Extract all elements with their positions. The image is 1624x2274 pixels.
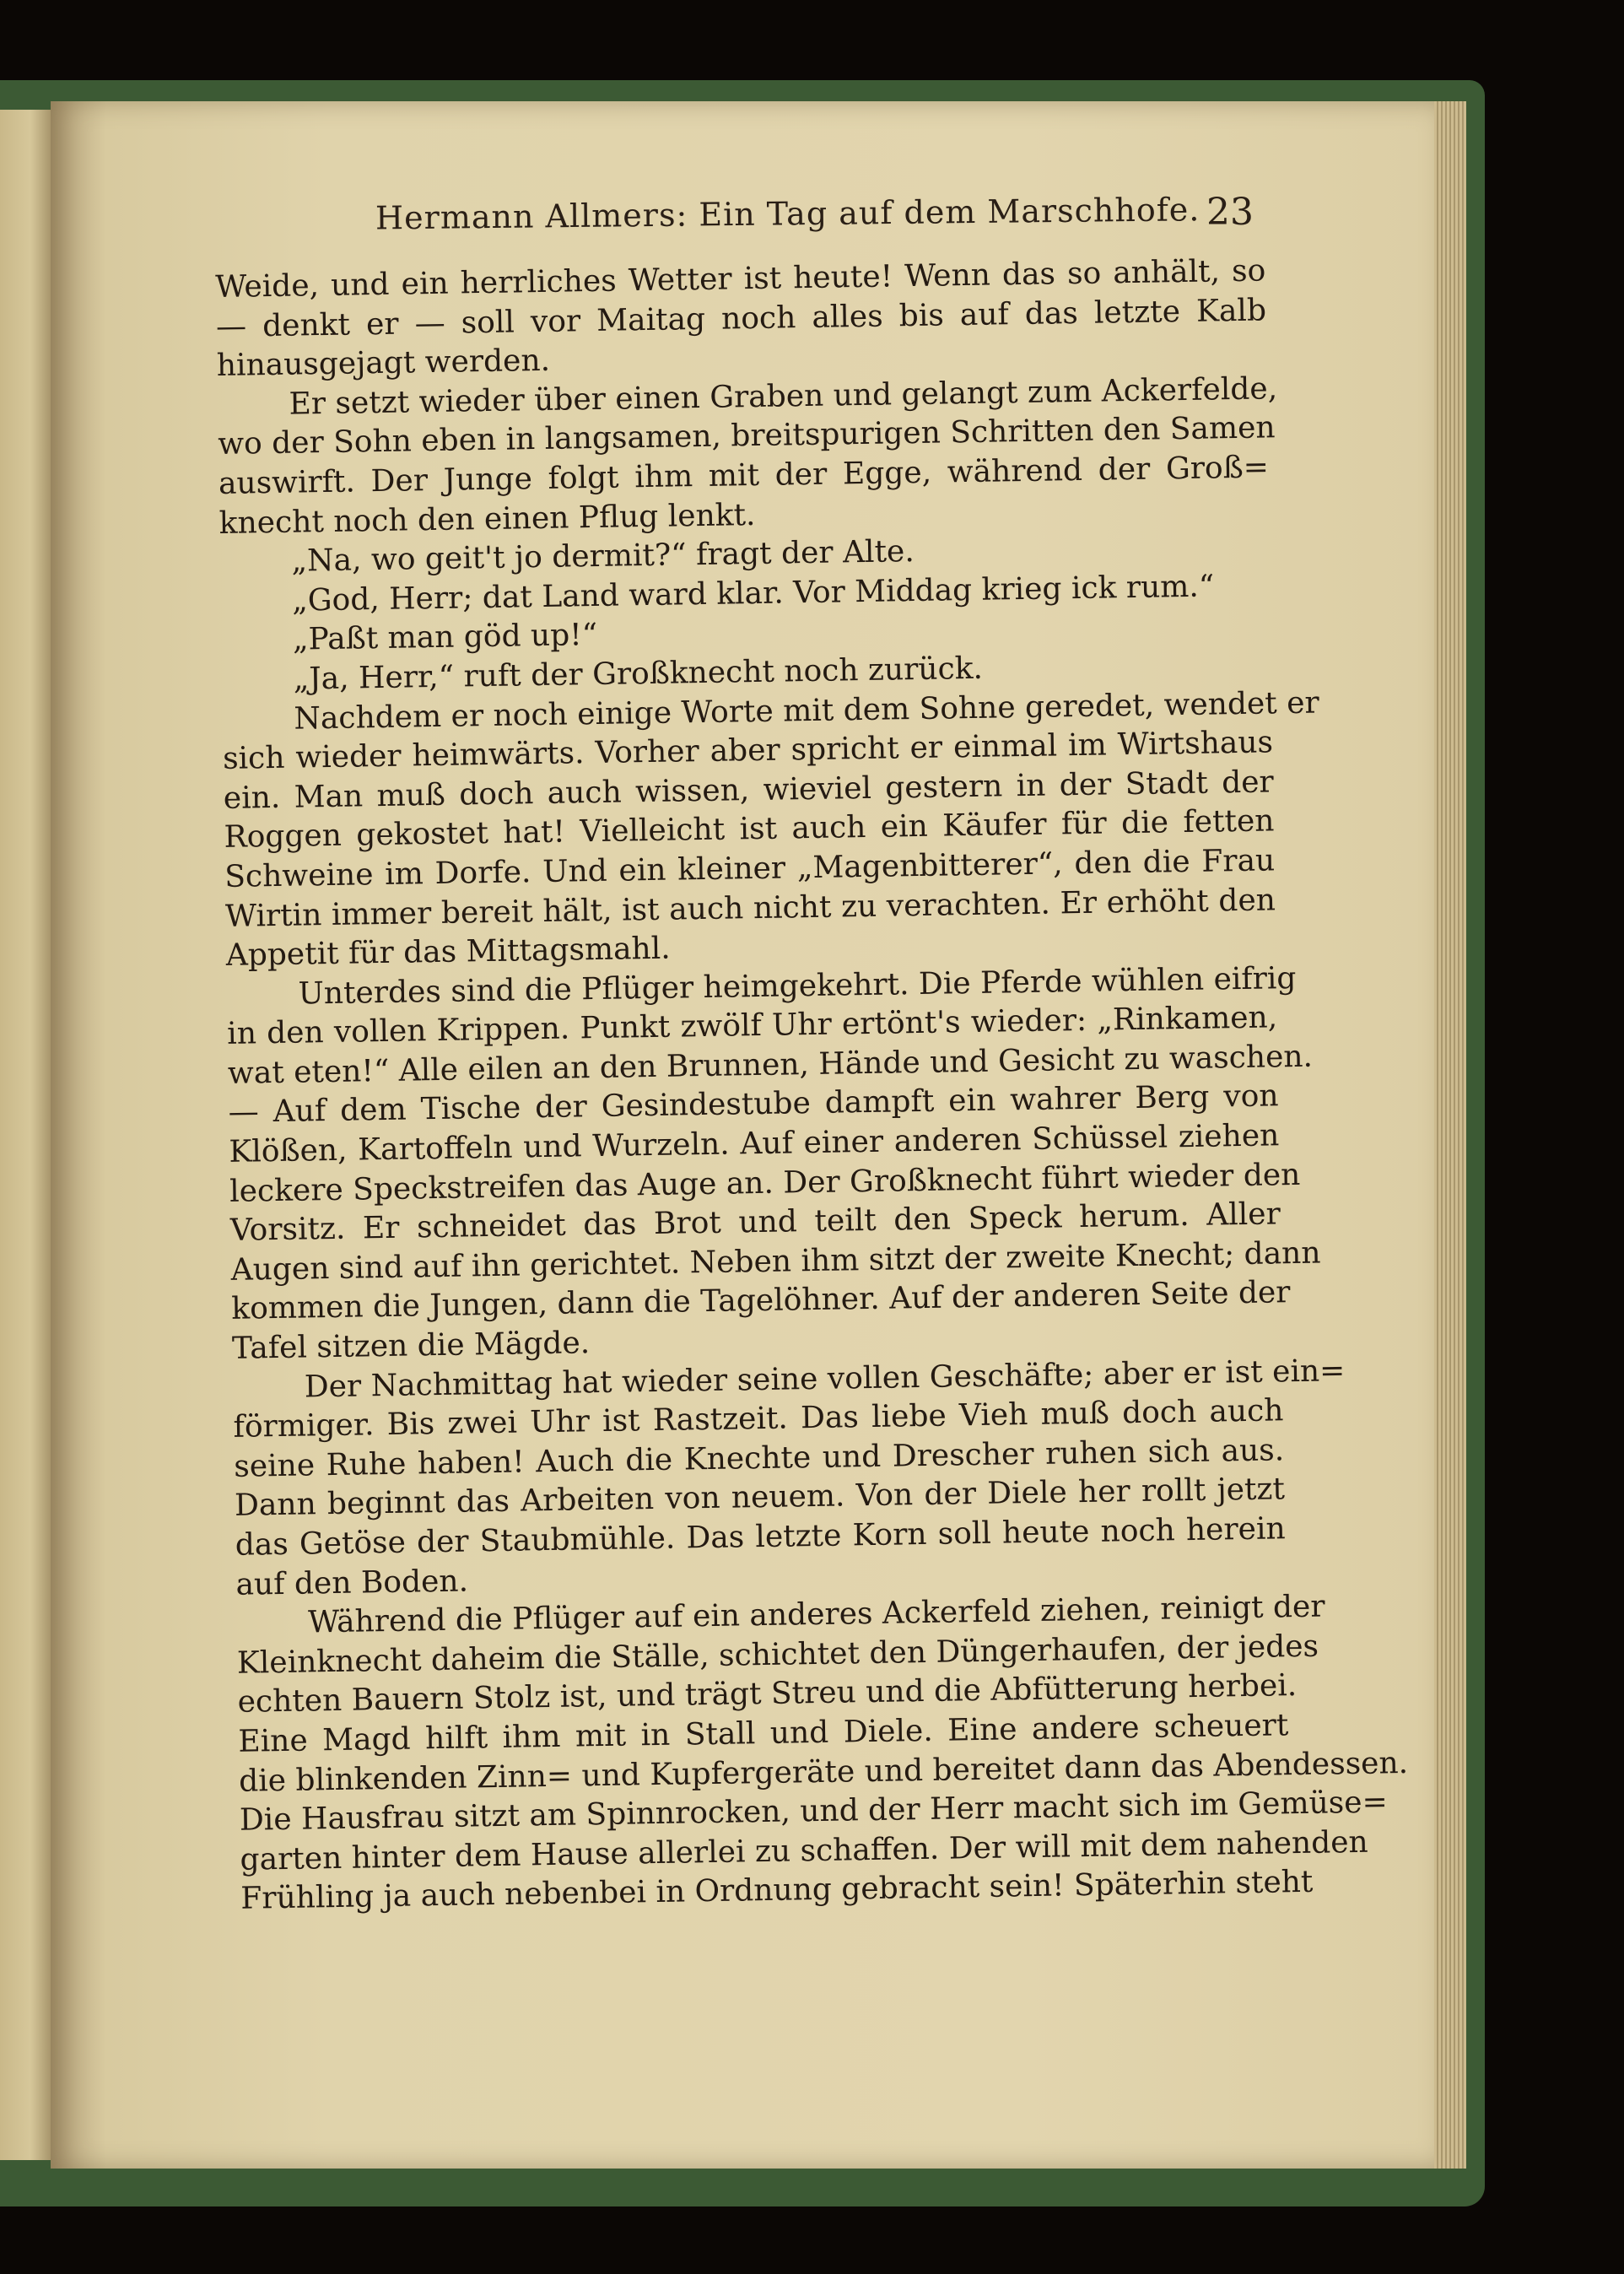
text-line: — denkt er — soll vor Maitag noch alles bis auf das letzte Kalb xyxy=(215,293,1267,344)
text-line: „Paßt man göd up!“ xyxy=(292,618,598,657)
text-line: Er setzt wieder über einen Graben und gelangt zum Ackerfelde, xyxy=(289,371,1278,422)
text-line: echten Bauern Stolz ist, und trägt Streu und die Abfütterung herbei. xyxy=(237,1668,1298,1720)
text-line: das Getöse der Staubmühle. Das letzte Korn soll heute noch herein xyxy=(235,1511,1286,1563)
text-line: in den vollen Krippen. Punkt zwölf Uhr ertönt's wieder: „Rinkamen, xyxy=(226,1000,1278,1052)
text-line: Dann beginnt das Arbeiten von neuem. Von der Diele her rollt jetzt xyxy=(234,1472,1286,1524)
text-line: Die Hausfrau sitzt am Spinnrocken, und der Herr macht sich im Gemüse= xyxy=(239,1785,1389,1838)
text-line: ein. Man muß doch auch wissen, wieviel gestern in der Stadt der xyxy=(223,764,1275,816)
text-line: Weide, und ein herrliches Wetter ist heute! Wenn das so anhält, so xyxy=(215,253,1266,305)
text-line: Augen sind auf ihn gerichtet. Neben ihm sitzt der zweite Knecht; dann xyxy=(230,1235,1321,1288)
running-head: Hermann Allmers: Ein Tag auf dem Marschhofe. xyxy=(375,191,1200,237)
left-page-edge xyxy=(0,110,51,2160)
text-line: garten hinter dem Hause allerlei zu schaffen. Der will mit dem nahenden xyxy=(240,1824,1368,1877)
text-line: hinausgejagt werden. xyxy=(216,343,551,384)
text-line: auswirft. Der Junge folgt ihm mit der Egge, während der Groß= xyxy=(218,450,1270,501)
text-line: Eine Magd hilft ihm mit in Stall und Diele. Eine andere scheuert xyxy=(238,1708,1289,1759)
body-text xyxy=(215,251,1409,1919)
text-line: — Auf dem Tische der Gesindestube dampft ein wahrer Berg von xyxy=(228,1078,1279,1131)
text-line: Roggen gekostet hat! Vielleicht ist auch ein Käufer für die fetten xyxy=(224,803,1275,856)
text-line: auf den Boden. xyxy=(235,1564,469,1602)
text-line: „Na, wo geit't jo dermit?“ fragt der Alte. xyxy=(291,534,915,579)
text-line: förmiger. Bis zwei Uhr ist Rastzeit. Das liebe Vieh muß doch auch xyxy=(233,1393,1284,1445)
text-line: „Ja, Herr,“ ruft der Großknecht noch zurück. xyxy=(293,651,984,697)
text-line: wat eten!“ Alle eilen an den Brunnen, Hände und Gesicht zu waschen. xyxy=(227,1039,1314,1091)
text-line: Tafel sitzen die Mägde. xyxy=(231,1326,591,1366)
text-line: Der Nachmittag hat wieder seine vollen Geschäfte; aber er ist ein= xyxy=(304,1353,1346,1405)
page-number: 23 xyxy=(1206,191,1254,234)
text-line: seine Ruhe haben! Auch die Knechte und Drescher ruhen sich aus. xyxy=(233,1433,1285,1484)
text-line: Frühling ja auch nebenbei in Ordnung gebracht sein! Späterhin steht xyxy=(240,1865,1314,1917)
text-line: Appetit für das Mittagsmahl. xyxy=(225,931,671,973)
text-line: kommen die Jungen, dann die Tagelöhner. Auf der anderen Seite der xyxy=(231,1275,1291,1327)
text-line: „God, Herr; dat Land ward klar. Vor Middag krieg ick rum.“ xyxy=(291,569,1215,618)
text-line: die blinkenden Zinn= und Kupfergeräte und bereitet dann das Abendessen. xyxy=(238,1745,1409,1799)
text-line: leckere Speckstreifen das Auge an. Der Großknecht führt wieder den xyxy=(229,1157,1301,1209)
text-line: wo der Sohn eben in langsamen, breitspurigen Schritten den Samen xyxy=(217,410,1276,462)
text-line: Klößen, Kartoffeln und Wurzeln. Auf einer anderen Schüssel ziehen xyxy=(229,1118,1280,1169)
text-line: Unterdes sind die Pflüger heimgekehrt. Die Pferde wühlen eifrig xyxy=(298,960,1297,1012)
text-line: Vorsitz. Er schneidet das Brot und teilt den Speck herum. Aller xyxy=(229,1196,1281,1249)
text-line: Wirtin immer bereit hält, ist auch nicht zu verachten. Er erhöht den xyxy=(224,882,1276,934)
text-line: sich wieder heimwärts. Vorher aber spricht er einmal im Wirtshaus xyxy=(222,725,1274,777)
text-line: Während die Pflüger auf ein anderes Ackerfeld ziehen, reinigt der xyxy=(307,1589,1325,1640)
text-line: Schweine im Dorfe. Und ein kleiner „Magenbitterer“, den die Frau xyxy=(224,843,1276,894)
text-line: knecht noch den einen Pflug lenkt. xyxy=(219,497,756,541)
text-line: Kleinknecht daheim die Ställe, schichtet den Düngerhaufen, der jedes xyxy=(236,1629,1319,1681)
text-line: Nachdem er noch einige Worte mit dem Sohne geredet, wendet er xyxy=(294,685,1319,737)
